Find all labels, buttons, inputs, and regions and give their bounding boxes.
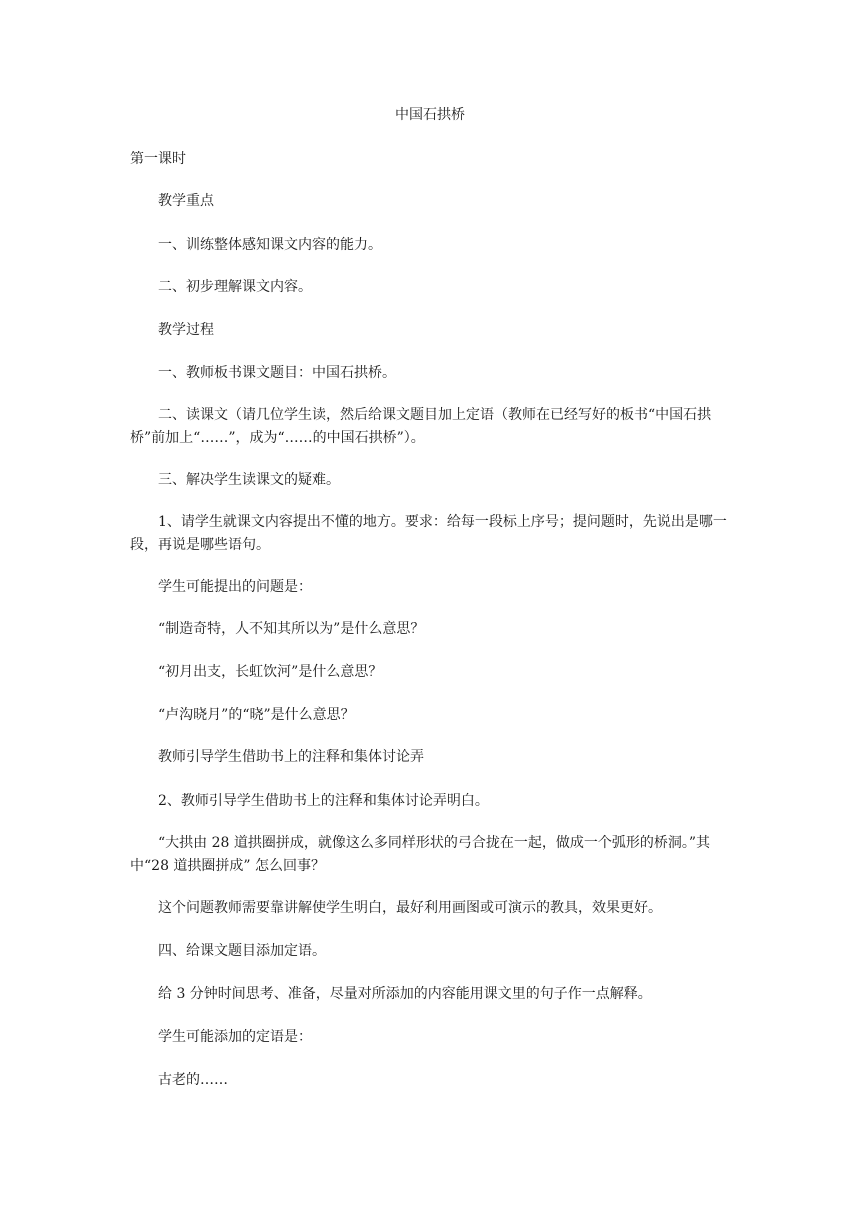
- paragraph: “制造奇特，人不知其所以为”是什么意思？: [158, 621, 425, 637]
- paragraph: 四、给课文题目添加定语。: [158, 943, 326, 959]
- paragraph: 教师引导学生借助书上的注释和集体讨论弄: [158, 749, 424, 765]
- paragraph: 学生可能添加的定语是：: [158, 1029, 312, 1045]
- lesson-heading: 第一课时: [130, 151, 186, 167]
- paragraph: “卢沟晓月”的“晓”是什么意思？: [158, 707, 355, 723]
- paragraph: 古老的……: [158, 1072, 228, 1088]
- paragraph: “初月出支，长虹饮河”是什么意思？: [158, 664, 383, 680]
- paragraph: 学生可能提出的问题是：: [158, 579, 312, 595]
- paragraph: 2、教师引导学生借助书上的注释和集体讨论弄明白。: [158, 793, 489, 809]
- paragraph: 1、请学生就课文内容提出不懂的地方。要求：给每一段标上序号；提问题时，先说出是哪一段，再说是哪些语句。: [130, 514, 727, 553]
- paragraph: 二、读课文（请几位学生读，然后给课文题目加上定语（教师在已经写好的板书“中国石拱桥”前加上“……”，成为“……的中国石拱桥”）。: [130, 407, 712, 446]
- document-title: 中国石拱桥: [395, 107, 465, 123]
- paragraph: 一、训练整体感知课文内容的能力。: [158, 237, 382, 253]
- paragraph: 三、解决学生读课文的疑难。: [158, 472, 340, 488]
- paragraph: 一、教师板书课文题目：中国石拱桥。: [158, 365, 396, 381]
- paragraph: 这个问题教师需要靠讲解使学生明白，最好利用画图或可演示的教具，效果更好。: [158, 900, 662, 916]
- paragraph: “大拱由 28 道拱圈拼成，就像这么多同样形状的弓合拢在一起，做成一个弧形的桥洞。”其中“28 道拱圈拼成” 怎么回事？: [130, 835, 711, 874]
- paragraph: 教学重点: [158, 193, 214, 209]
- paragraph: 教学过程: [158, 322, 214, 338]
- paragraph: 给 3 分钟时间思考、准备，尽量对所添加的内容能用课文里的句子作一点解释。: [158, 986, 652, 1002]
- paragraph: 二、初步理解课文内容。: [158, 279, 312, 295]
